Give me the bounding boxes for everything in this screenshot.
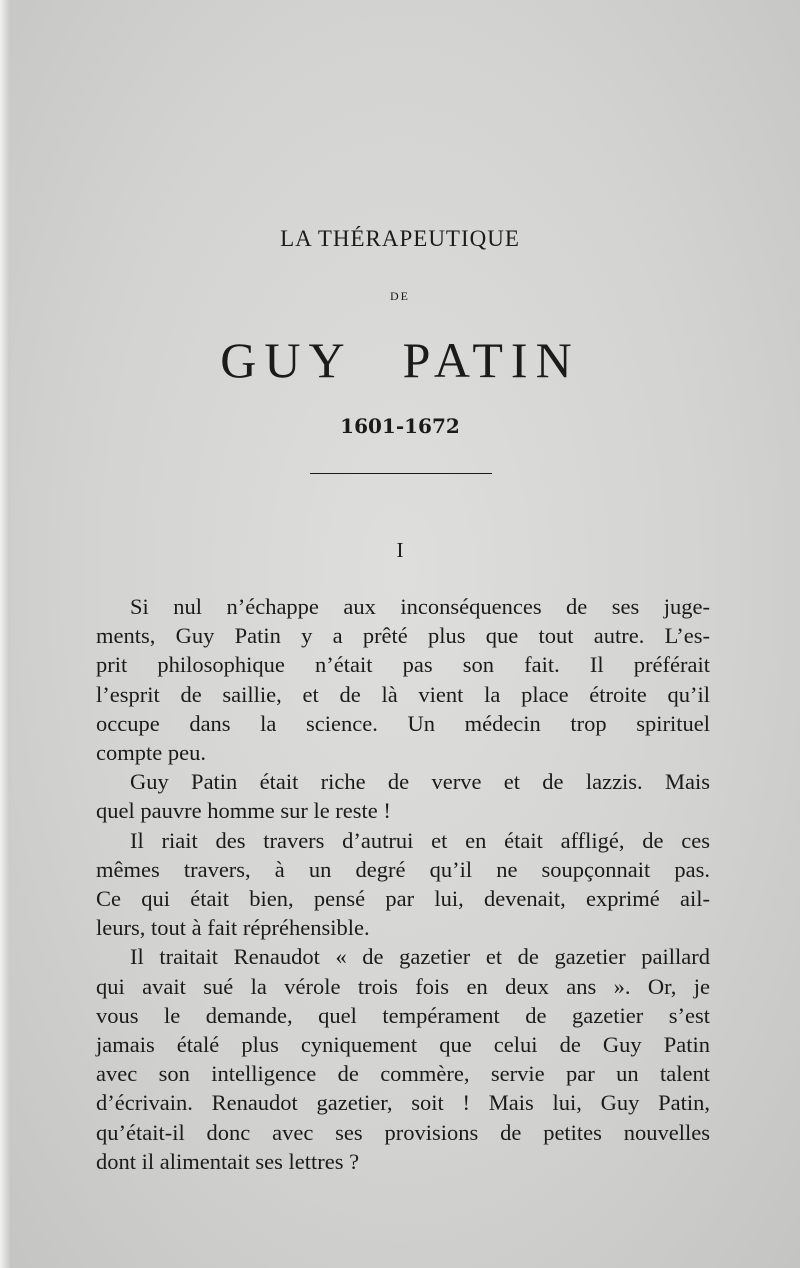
text-line: jamais étalé plus cyniquement que celui de Guy Patin (96, 1032, 710, 1058)
title-connector: DE (390, 289, 410, 303)
text-line: Guy Patin était riche de verve et de lazzis. Mais (130, 769, 710, 795)
page-edge (0, 0, 10, 1268)
title-word-patin: PATIN (402, 332, 580, 388)
paragraph-3 (96, 826, 710, 943)
horizontal-rule (310, 473, 492, 474)
text-line: compte peu. (96, 740, 206, 766)
text-line: Il traitait Renaudot « de gazetier et de gazetier paillard (130, 944, 710, 970)
title-word-guy: GUY (220, 332, 353, 388)
section-number: I (396, 538, 404, 562)
text-line: mêmes travers, à un degré qu’il ne soupçonnait pas. (96, 856, 710, 882)
chapter-title-big (0, 330, 800, 390)
text-line: Si nul n’échappe aux inconséquences de ses juge- (130, 594, 710, 619)
text-line: qui avait sué la vérole trois fois en deux ans ». Or, je (96, 973, 710, 999)
paragraph-4 (96, 942, 710, 1176)
text-line: vous le demande, quel tempérament de gazetier s’est (96, 1002, 710, 1028)
text-line: l’esprit de saillie, et de là vient la place étroite qu’il (96, 681, 710, 707)
paragraph-2 (96, 767, 710, 825)
text-line: dont il alimentait ses lettres ? (96, 1148, 360, 1174)
text-line: avec son intelligence de commère, servie par un talent (96, 1061, 710, 1087)
text-line: quel pauvre homme sur le reste ! (96, 798, 391, 824)
paragraph-1 (96, 592, 710, 767)
life-dates: 1601-1672 (340, 414, 460, 438)
chapter-title-small: LA THÉRAPEUTIQUE (280, 226, 520, 251)
text-line: qu’était-il donc avec ses provisions de petites nouvelles (96, 1119, 710, 1145)
text-line: ments, Guy Patin y a prêté plus que tout autre. L’es- (96, 623, 710, 649)
text-line: prit philosophique n’était pas son fait. Il préférait (96, 652, 710, 678)
text-line: occupe dans la science. Un médecin trop spirituel (96, 710, 710, 736)
text-line: leurs, tout à fait répréhensible. (96, 915, 370, 941)
text-line: Il riait des travers d’autrui et en était affligé, de ces (130, 827, 710, 853)
body-text (96, 592, 710, 1176)
text-line: d’écrivain. Renaudot gazetier, soit ! Mais lui, Guy Patin, (96, 1090, 710, 1116)
text-line: Ce qui était bien, pensé par lui, devenait, exprimé ail- (96, 886, 710, 912)
